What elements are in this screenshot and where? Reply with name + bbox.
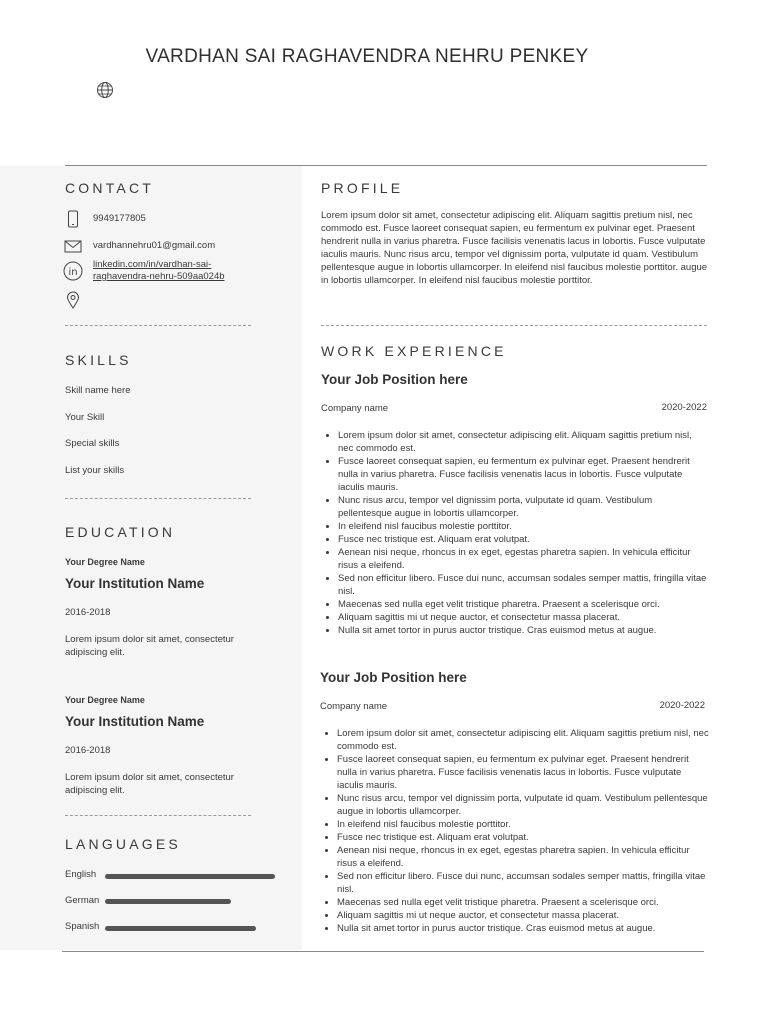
job-bullet: • Nulla sit amet tortor in purus auctor tristique. Cras euismod metus at augue. (338, 624, 708, 637)
degree-name: Your Degree Name (65, 695, 145, 705)
education-description: Lorem ipsum dolor sit amet, consectetur adipiscing elit. (65, 634, 234, 658)
contact-email (63, 236, 215, 256)
job-years: 2020-2022 (661, 402, 707, 413)
email-address[interactable]: vardhannehru01@gmail.com (93, 240, 216, 251)
job-bullet: • Aliquam sagittis mi ut neque auctor, et consectetur massa placerat. (338, 611, 708, 624)
job-position: Your Job Position here (321, 372, 468, 387)
job-bullet: • Aenean nisi neque, rhoncus in ex eget, egestas pharetra sapien. In vehicula efficitur risus a eleifend. (338, 546, 708, 572)
job-bullet-list (320, 727, 709, 935)
job-bullet: • Fusce nec tristique est. Aliquam erat volutpat. (338, 533, 708, 546)
job-bullet: • Fusce nec tristique est. Aliquam erat volutpat. (337, 831, 709, 844)
top-divider (65, 165, 707, 166)
degree-name: Your Degree Name (65, 557, 145, 567)
institution-name: Your Institution Name (65, 576, 205, 591)
globe-icon[interactable] (96, 81, 114, 99)
profile-heading: PROFILE (321, 180, 404, 196)
resume-name: VARDHAN SAI RAGHAVENDRA NEHRU PENKEY (145, 46, 589, 67)
job-bullet: • Lorem ipsum dolor sit amet, consectetur adipiscing elit. Aliquam sagittis pretium nisl, nec commodo est. (337, 727, 709, 753)
profile-divider (321, 325, 707, 326)
profile-text: Lorem ipsum dolor sit amet, consectetur adipiscing elit. Aliquam sagittis pretium nisl, nec commodo est. Fusce laoreet consequat sapien, eu fermentum ex pulvinar eget. Praesent hendrerit nulla in varius pharetra. Fusce facilisis venenatis lacus in lobortis. Fusce vulputate iaculis mauris. Nunc risus arcu, tempor vel dignissim porta, vulputate id quam. Vestibulum pellentesque augue in lobortis ullamcorper. In eleifend nisl faucibus molestie porttitor. augue in lobortis ullamcorper. In eleifend nisl faucibus molestie porttitor. (321, 210, 708, 286)
contact-phone (63, 209, 146, 229)
bottom-divider (62, 951, 704, 952)
phone-icon (63, 209, 83, 229)
work-experience-heading: WORK EXPERIENCE (321, 343, 507, 359)
svg-text:in: in (68, 267, 78, 278)
institution-name: Your Institution Name (65, 714, 205, 729)
language-level-bar (105, 874, 275, 879)
contact-heading: CONTACT (65, 180, 155, 196)
skills-divider (65, 498, 251, 499)
skills-heading: SKILLS (65, 352, 132, 368)
language-name: Spanish (65, 921, 100, 932)
skill-item: Skill name here (65, 385, 131, 396)
phone-number: 9949177805 (93, 213, 146, 224)
education-divider (65, 815, 251, 816)
language-name: English (65, 869, 97, 880)
job-years: 2020-2022 (659, 700, 705, 711)
job-bullet: • Fusce laoreet consequat sapien, eu fermentum ex pulvinar eget. Praesent hendrerit nulla in varius pharetra. Fusce facilisis venenatis lacus in lobortis. Fusce vulputate iaculis mauris. (337, 753, 709, 792)
location-pin-icon (63, 290, 83, 310)
education-heading: EDUCATION (65, 524, 176, 540)
job-bullet-list (321, 429, 708, 637)
sidebar-background (0, 166, 302, 950)
education-description: Lorem ipsum dolor sit amet, consectetur adipiscing elit. (65, 772, 234, 796)
language-level-bar (105, 926, 256, 931)
skill-item: Your Skill (65, 412, 105, 423)
job-bullet: • Nulla sit amet tortor in purus auctor tristique. Cras euismod metus at augue. (337, 922, 709, 935)
job-bullet: • Maecenas sed nulla eget velit tristique pharetra. Praesent a scelerisque orci. (338, 598, 708, 611)
linkedin-link-line2[interactable]: raghavendra-nehru-509aa024b (93, 271, 225, 282)
job-bullet: • Aliquam sagittis mi ut neque auctor, et consectetur massa placerat. (337, 909, 709, 922)
language-level-bar (105, 899, 231, 904)
education-years: 2016-2018 (65, 607, 111, 618)
job-bullet: • Maecenas sed nulla eget velit tristique pharetra. Praesent a scelerisque orci. (337, 896, 709, 909)
company-name: Company name (321, 403, 389, 414)
job-bullet: • Fusce laoreet consequat sapien, eu fermentum ex pulvinar eget. Praesent hendrerit nulla in varius pharetra. Fusce facilisis venenatis lacus in lobortis. Fusce vulputate iaculis mauris. (338, 455, 708, 494)
skill-item: Special skills (65, 438, 120, 449)
languages-heading: LANGUAGES (65, 836, 181, 852)
job-bullet: • Aenean nisi neque, rhoncus in ex eget, egestas pharetra sapien. In vehicula efficitur risus a eleifend. (337, 844, 709, 870)
job-bullet: • In eleifend nisl faucibus molestie porttitor. (338, 520, 708, 533)
education-years: 2016-2018 (65, 745, 111, 756)
job-bullet: • Sed non efficitur libero. Fusce dui nunc, accumsan sodales semper mattis, fringilla vitae nisl. (337, 870, 709, 896)
skill-item: List your skills (65, 465, 125, 476)
linkedin-link-line1[interactable]: linkedin.com/in/vardhan-sai- (93, 259, 212, 270)
job-bullet: • Nunc risus arcu, tempor vel dignissim porta, vulputate id quam. Vestibulum pellentesque augue in lobortis ullamcorper. (337, 792, 709, 818)
job-position: Your Job Position here (320, 670, 467, 685)
contact-divider (65, 325, 251, 326)
job-bullet: • Sed non efficitur libero. Fusce dui nunc, accumsan sodales semper mattis, fringilla vitae nisl. (338, 572, 708, 598)
language-name: German (65, 895, 100, 906)
job-bullet: • Nunc risus arcu, tempor vel dignissim porta, vulputate id quam. Vestibulum pellentesque augue in lobortis ullamcorper. (338, 494, 708, 520)
company-name: Company name (320, 701, 388, 712)
linkedin-icon (63, 261, 83, 281)
contact-location (63, 290, 83, 310)
contact-linkedin (63, 259, 225, 283)
job-bullet: • In eleifend nisl faucibus molestie porttitor. (337, 818, 709, 831)
mail-icon (63, 236, 83, 256)
linkedin-link[interactable] (93, 259, 225, 283)
job-bullet: • Lorem ipsum dolor sit amet, consectetur adipiscing elit. Aliquam sagittis pretium nisl, nec commodo est. (338, 429, 708, 455)
